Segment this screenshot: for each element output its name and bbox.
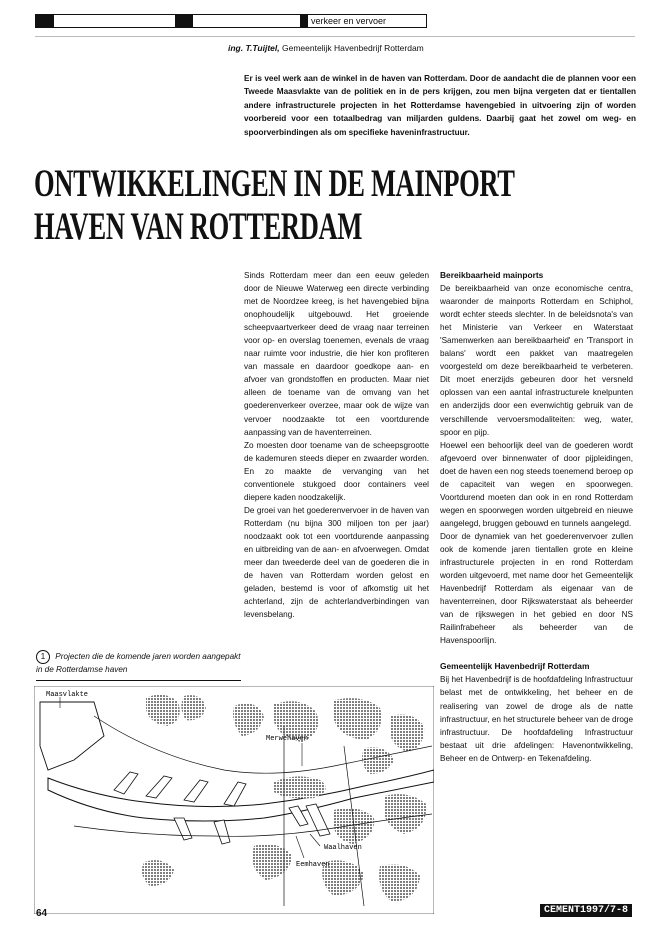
- subheading: Bereikbaarheid mainports: [440, 270, 544, 280]
- figure-caption: [36, 650, 241, 681]
- label-merwehaven: Merwehaven: [266, 735, 309, 743]
- paragraph: Zo moesten door toename van de scheepsgrootte de kademuren steeds dieper en zwaarder worden. En zo maakte de vervanging van het conventionele stukgoed door containers veel diepere kaden noodzakelijk.: [244, 440, 429, 502]
- page-number: 64: [36, 908, 48, 919]
- article-intro: Er is veel werk aan de winkel in de haven van Rotterdam. Door de aandacht die de plannen voor een Tweede Maasvlakte van de politiek en in de pers krijgen, zou men bijna vergeten dat er tientallen andere infrastructurele projecten in het Rotterdamse havengebied in uitvoering zijn of worden voorbereid voor een totaalbedrag van miljarden guldens. Daarbij gaat het zowel om weg- en spoorverbindingen als om specifieke haveninfrastructuur.: [244, 74, 636, 137]
- header-rule: [35, 36, 635, 37]
- author-affiliation: Gemeentelijk Havenbedrijf Rotterdam: [282, 43, 424, 53]
- paragraph: De groei van het goederenvervoer in de haven van Rotterdam (nu bijna 300 miljoen ton per jaar) noodzaakt ook tot een voortdurende aanpassing en uitbreiding van de aan- en afvoerwegen. Omdat meer dan tweederde deel van de goederen die in de haven van Rotterdam worden gelost en geladen, bestemd is voor of afkomstig uit het achterland, zijn de achterlandverbindingen van levensbelang.: [244, 505, 429, 620]
- body-column-1: [244, 269, 429, 621]
- author-name: ing. T.Tuijtel,: [228, 43, 280, 53]
- header-bar-block: [36, 15, 54, 27]
- paragraph: De bereikbaarheid van onze economische centra, waaronder de mainports Rotterdam en Schiphol, wordt echter steeds slechter. In de beleidsnota's van het Ministerie van Verkeer en Waterstaat 'Samenwerken aan bereikbaarheid' en 'Transport in balans' wordt een pakket van maatregelen voorgesteld om deze bereikbaarheid te verbeteren. Dit moet enerzijds gebeuren door het versneld oplossen van een aantal infrastructurele knelpunten en anderzijds door een evenwichtig gebruik van de verschillende vervoersmodaliteiten: weg, water, spoor en pijp.: [440, 284, 633, 437]
- section-label: verkeer en vervoer: [311, 16, 387, 26]
- label-maasvlakte: Maasvlakte: [46, 691, 89, 699]
- byline: [228, 43, 424, 53]
- header-bar-block: [175, 15, 193, 27]
- subheading: Gemeentelijk Havenbedrijf Rotterdam: [440, 661, 590, 672]
- paragraph: Hoewel een behoorlijk deel van de goederen wordt afgevoerd over binnenwater of door pijpleidingen, doet de haven een nog steeds toenemend beroep op de capaciteit van wegen en spoorwegen. Voortdurend moeten dan ook in en rond Rotterdam wegen en spoorwegen worden uitgebreid en nieuwe aangelegd, bruggen gebouwd en tunnels aangelegd.: [440, 440, 633, 528]
- paragraph: Bij het Havenbedrijf is de hoofdafdeling Infrastructuur belast met de ontwikkeling, het beheer en de realisering van zowel de droge als de natte infrastructuur, en het structurele beheer van de droge infrastructuur. De hoofdafdeling Infrastructuur bestaat uit drie afdelingen: Havenontwikkeling, Beheer en de Ontwerp- en Tekenafdeling.: [440, 675, 633, 763]
- magazine-issue: CEMENT1997/7-8: [540, 904, 632, 917]
- title-line-2: HAVEN VAN ROTTERDAM: [34, 205, 363, 248]
- paragraph: Sinds Rotterdam meer dan een eeuw geleden door de Nieuwe Waterweg een directe verbinding met de Noordzee kreeg, is het havengebied bijna onophoudelijk uitgebouwd. Het groeiende scheepvaartverkeer deed de vraag naar terreinen voor op- en overslag toenemen, evenals de vraag naar ruimte voor industrie, die hier kon profiteren van massale en daardoor goedkope aan- en afvoer van grondstoffen en producten. Maar niet alleen de toename van de omvang van het goederenverkeer overzee, maar ook de wijze van vervoer noodzaakte tot een voortdurende aanpassing van de haventerreinen.: [244, 271, 429, 437]
- figure-number: 1: [36, 650, 50, 664]
- label-eemhaven: Eemhaven: [296, 861, 330, 869]
- paragraph: Door de dynamiek van het goederenvervoer zullen ook de komende jaren tientallen grote en kleine infrastructurele projecten in en rond Rotterdam worden uitgevoerd, met name door het Gemeentelijk Havenbedrijf Rotterdam als eigenaar van de haventerreinen, door Rijkswaterstaat als beheerder van de rijkswegen in het gebied en door NS Railinfrabeheer als beheerder van de Havenspoorlijn.: [440, 531, 633, 646]
- harbour-map: [34, 686, 434, 914]
- title-line-1: ONTWIKKELINGEN IN DE MAINPORT: [34, 162, 515, 205]
- article-title: [34, 162, 515, 248]
- section-header-bar: [35, 14, 427, 28]
- figure-caption-text: Projecten die de komende jaren worden aangepakt in de Rotterdamse haven: [36, 652, 241, 674]
- body-column-2: [440, 269, 633, 765]
- label-waalhaven: Waalhaven: [324, 844, 362, 852]
